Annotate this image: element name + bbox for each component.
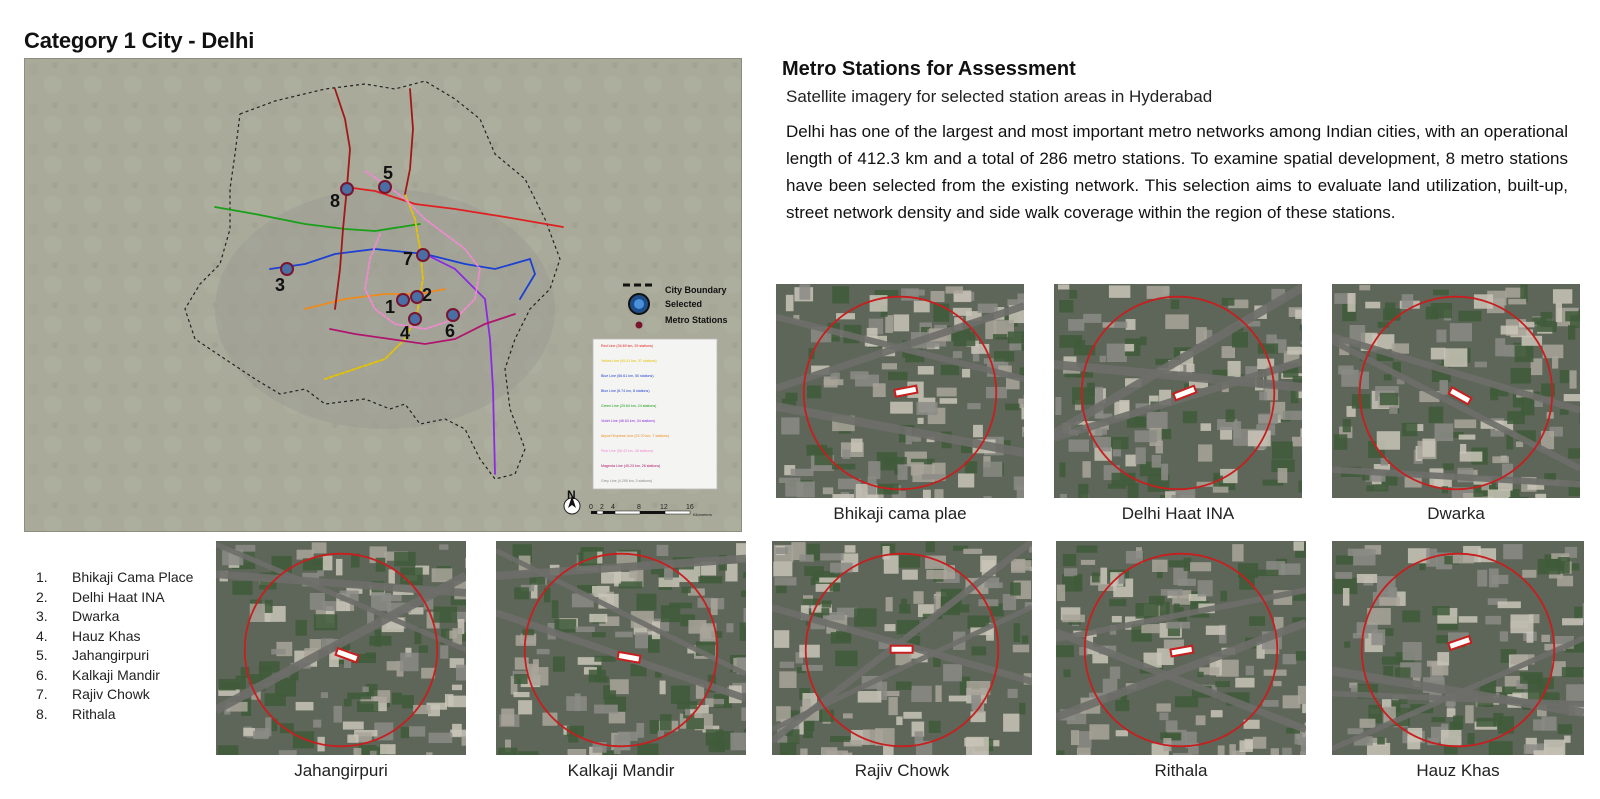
delhi-metro-map[interactable] <box>24 58 742 532</box>
list-label: Hauz Khas <box>72 627 141 644</box>
station-number-2: 2 <box>422 285 433 305</box>
list-label: Jahangirpuri <box>72 647 150 663</box>
satellite-image <box>496 541 746 755</box>
satellite-tile[interactable] <box>496 541 746 781</box>
list-label: Kalkaji Mandir <box>72 666 160 683</box>
list-number: 3. <box>36 608 48 624</box>
line-legend-entry: Yellow Line (49.31 km, 37 stations) <box>601 359 657 363</box>
satellite-tile[interactable] <box>1056 541 1306 781</box>
list-item <box>36 646 193 666</box>
satellite-image <box>1332 541 1584 755</box>
satellite-tile[interactable] <box>216 541 466 781</box>
satellite-image <box>1054 284 1302 498</box>
list-number: 5. <box>36 647 48 663</box>
list-item <box>36 607 193 627</box>
list-label: Bhikaji Cama Place <box>72 569 194 585</box>
list-item <box>36 705 193 725</box>
list-item <box>36 627 193 647</box>
satellite-tile[interactable] <box>772 541 1032 781</box>
list-label: Rithala <box>72 705 116 722</box>
list-number: 4. <box>36 627 48 644</box>
tile-caption: Kalkaji Mandir <box>567 761 675 780</box>
scale-tick: 8 <box>637 504 641 511</box>
scale-tick: 16 <box>686 504 694 511</box>
tile-caption: Delhi Haat INA <box>1121 504 1235 523</box>
satellite-tile[interactable] <box>1332 284 1580 524</box>
line-legend-entry: Green Line (29.64 km, 24 stations) <box>601 404 657 408</box>
scale-tick: 4 <box>611 504 615 511</box>
scale-tick: 2 <box>600 504 604 511</box>
map-canvas <box>25 59 742 532</box>
station-number-4: 4 <box>400 323 411 343</box>
tile-caption: Dwarka <box>1427 504 1485 523</box>
station-number-7: 7 <box>403 249 414 269</box>
line-legend-entry: Grey Line (4.295 km, 3 stations) <box>601 479 653 483</box>
list-number: 1. <box>36 569 48 585</box>
assessment-title: Metro Stations for Assessment <box>782 58 1076 80</box>
legend-selected: Selected <box>665 299 703 309</box>
satellite-image <box>1332 284 1580 498</box>
legend-metro-stations: Metro Stations <box>665 315 728 325</box>
line-legend-entry: Violet Line (46.63 km, 34 stations) <box>601 419 656 423</box>
scale-tick: 12 <box>660 504 668 511</box>
station-number-3: 3 <box>275 275 286 295</box>
line-legend-entry: Red Line (34.69 km, 29 stations) <box>601 344 653 348</box>
tile-caption: Bhikaji cama plae <box>833 504 967 523</box>
list-label: Dwarka <box>72 608 120 624</box>
satellite-image <box>772 541 1032 755</box>
station-number-8: 8 <box>330 191 341 211</box>
list-item <box>36 666 193 686</box>
satellite-image <box>776 284 1024 498</box>
list-label: Rajiv Chowk <box>72 686 150 702</box>
station-number-5: 5 <box>383 163 394 183</box>
satellite-image <box>1056 541 1306 755</box>
tile-caption: Hauz Khas <box>1416 761 1500 780</box>
line-legend-entry: Airport Express Line (22.70 km, 7 stations) <box>601 434 669 438</box>
page-title: Category 1 City - Delhi <box>24 28 255 53</box>
satellite-tile[interactable] <box>776 284 1024 524</box>
tile-caption: Rithala <box>1154 761 1208 780</box>
scale-unit: Kilometers <box>693 512 712 517</box>
line-legend-entry: Pink Line (58.43 km, 38 stations) <box>601 449 654 453</box>
station-list <box>36 568 193 724</box>
list-number: 7. <box>36 686 48 702</box>
legend-city-boundary: City Boundary <box>665 285 727 295</box>
list-item <box>36 568 193 588</box>
line-legend-entry: Blue Line (8.74 km, 8 stations) <box>601 389 650 393</box>
north-label: N <box>567 488 576 502</box>
list-item <box>36 588 193 608</box>
assessment-subtitle: Satellite imagery for selected station areas in Hyderabad <box>786 87 1213 106</box>
list-number: 8. <box>36 705 48 722</box>
station-number-6: 6 <box>445 321 456 341</box>
list-label: Delhi Haat INA <box>72 588 165 605</box>
satellite-image <box>216 541 466 755</box>
assessment-description: Delhi has one of the largest and most important metro networks among Indian cities, with an operational length of 412.3 km and a total of 286 metro stations. To examine spatial development, 8 metro stations have been selected from the existing network. This selection aims to evaluate land utilization, built-up, street network density and side walk coverage within the region of these stations. <box>786 122 1568 222</box>
list-number: 6. <box>36 666 48 683</box>
tile-caption: Rajiv Chowk <box>854 761 950 780</box>
line-legend-entry: Blue Line (56.61 km, 50 stations) <box>601 374 654 378</box>
station-number-1: 1 <box>385 297 396 317</box>
list-item <box>36 685 193 705</box>
scale-tick: 0 <box>589 504 593 511</box>
list-number: 2. <box>36 588 48 605</box>
tile-caption: Jahangirpuri <box>294 761 388 780</box>
line-legend-entry: Magenta Line (40.23 km, 26 stations) <box>601 464 661 468</box>
satellite-tile[interactable] <box>1054 284 1302 524</box>
satellite-tile[interactable] <box>1332 541 1584 781</box>
